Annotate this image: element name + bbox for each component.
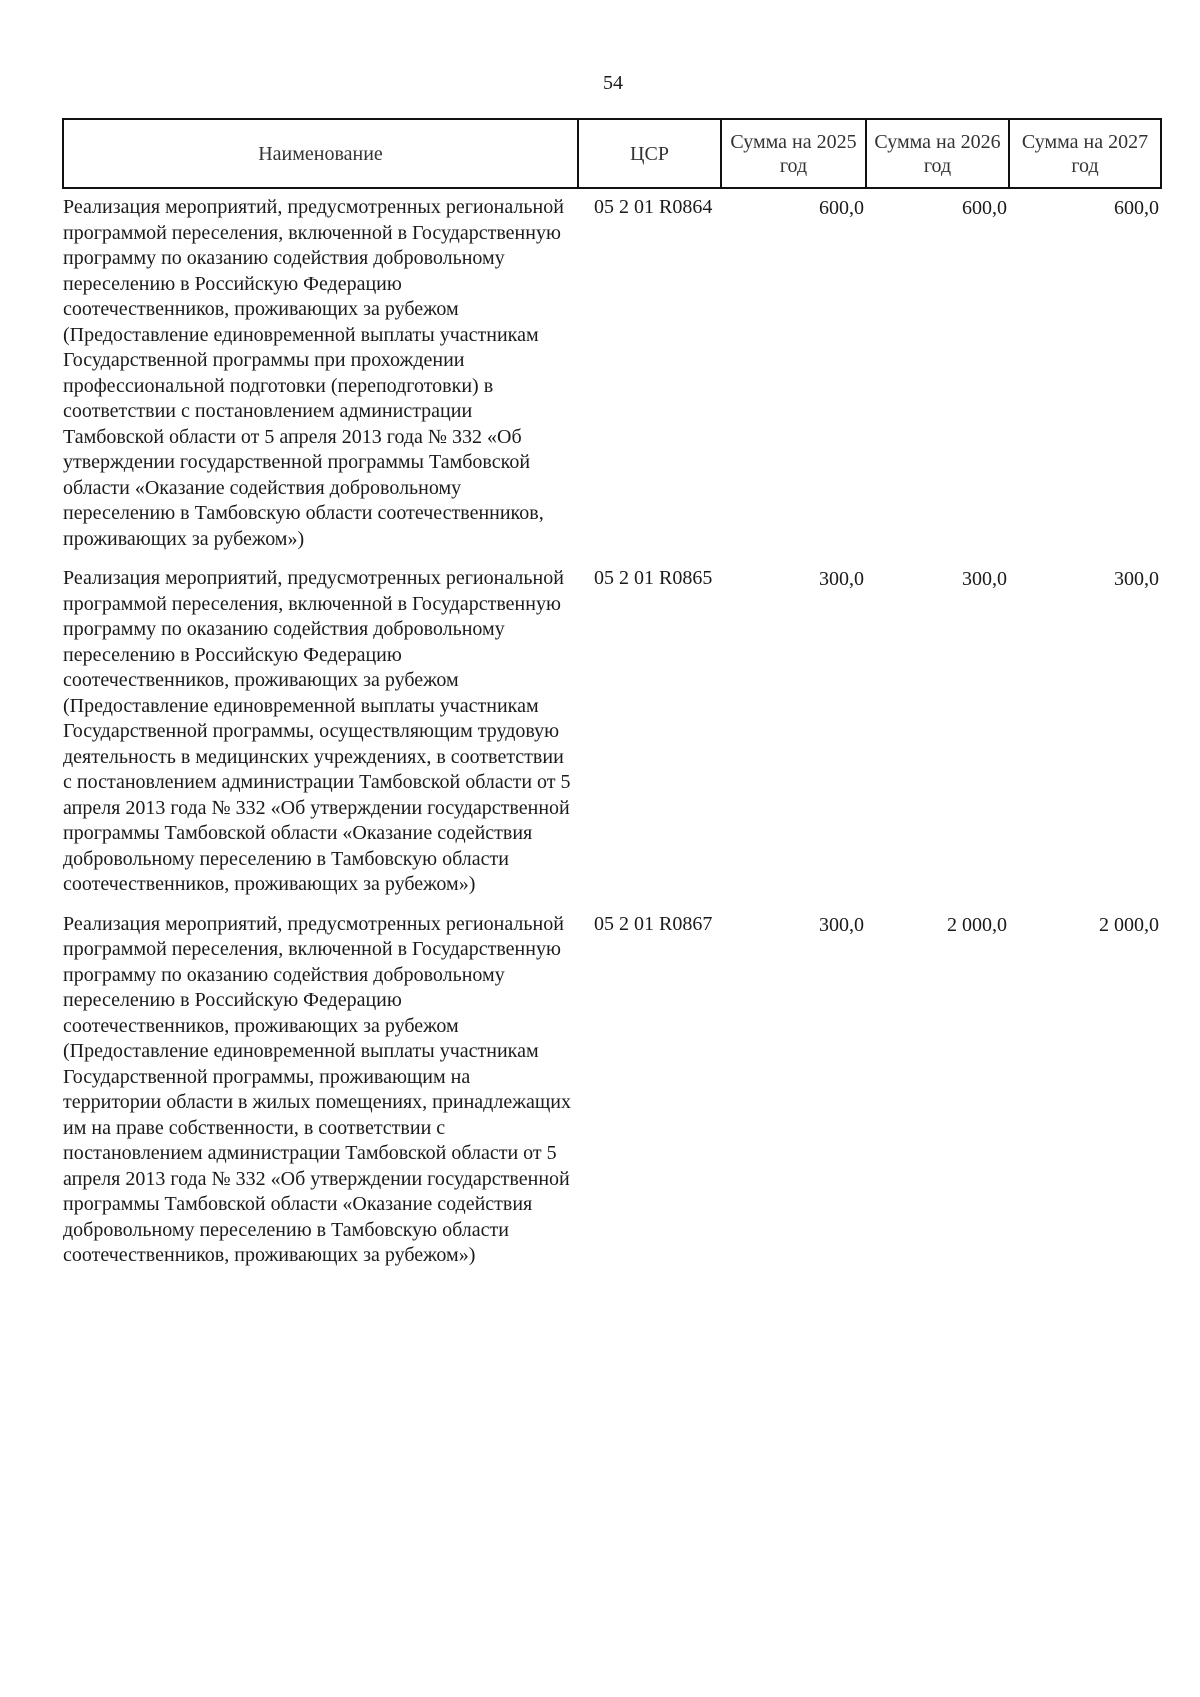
table-header: [63, 119, 1161, 188]
row-csr: 05 2 01 R0864: [594, 196, 713, 218]
table-body: [63, 188, 1161, 1277]
row-sum-2027: 300,0: [1114, 568, 1159, 590]
header-csr: ЦСР: [578, 119, 721, 188]
row-name: Реализация мероприятий, предусмотренных региональной программой переселения, включенной в Государственную программу по оказанию содействия добровольному переселению в Российскую Федерацию соотечественников, проживающих за рубежом (Предоставление единовременной выплаты участникам Государственной программы, проживающим на территории области в жилых помещениях, принадлежащих им на праве собственности, в соответствии с постановлением администрации Тамбовской области от 5 апреля 2013 года № 332 «Об утверждении государственной программы Тамбовской области «Оказание содействия добровольному переселению в Тамбовскую области соотечественников, проживающих за рубежом»): [63, 912, 571, 1266]
row-sum-2026: 2 000,0: [947, 913, 1007, 936]
row-sum-2026: 300,0: [962, 568, 1007, 590]
header-sum-2025: Сумма на 2025 год: [721, 119, 866, 188]
row-sum-2027: 2 000,0: [1099, 913, 1159, 936]
header-row: [63, 119, 1161, 188]
table-row: [63, 560, 1161, 906]
table-row: [63, 188, 1161, 560]
header-sum-2026: Сумма на 2026 год: [866, 119, 1009, 188]
row-sum-2027: 600,0: [1114, 197, 1159, 219]
page-number: 54: [603, 72, 623, 94]
row-csr: 05 2 01 R0865: [594, 567, 713, 589]
header-sum-2027: Сумма на 2027 год: [1009, 119, 1161, 188]
row-csr: 05 2 01 R0867: [594, 912, 713, 935]
budget-table: [62, 118, 1162, 1277]
row-sum-2025: 300,0: [819, 913, 864, 936]
table-row: [63, 906, 1161, 1277]
row-sum-2025: 300,0: [819, 568, 864, 590]
header-name: Наименование: [63, 119, 578, 188]
row-sum-2026: 600,0: [962, 197, 1007, 219]
row-name: Реализация мероприятий, предусмотренных региональной программой переселения, включенной в Государственную программу по оказанию содействия добровольному переселению в Российскую Федерацию соотечественников, проживающих за рубежом (Предоставление единовременной выплаты участникам Государственной программы, осуществляющим трудовую деятельность в медицинских учреждениях, в соответствии с постановлением администрации Тамбовской области от 5 апреля 2013 года № 332 «Об утверждении государственной программы Тамбовской области «Оказание содействия добровольному переселению в Тамбовскую области соотечественников, проживающих за рубежом»): [63, 567, 571, 895]
row-sum-2025: 600,0: [819, 197, 864, 219]
row-name: Реализация мероприятий, предусмотренных региональной программой переселения, включенной в Государственную программу по оказанию содействия добровольному переселению в Российскую Федерацию соотечественников, проживающих за рубежом (Предоставление единовременной выплаты участникам Государственной программы при прохождении профессиональной подготовки (переподготовки) в соответствии с постановлением администрации Тамбовской области от 5 апреля 2013 года № 332 «Об утверждении государственной программы Тамбовской области «Оказание содействия добровольному переселению в Тамбовскую области соотечественников, проживающих за рубежом»): [63, 196, 564, 550]
